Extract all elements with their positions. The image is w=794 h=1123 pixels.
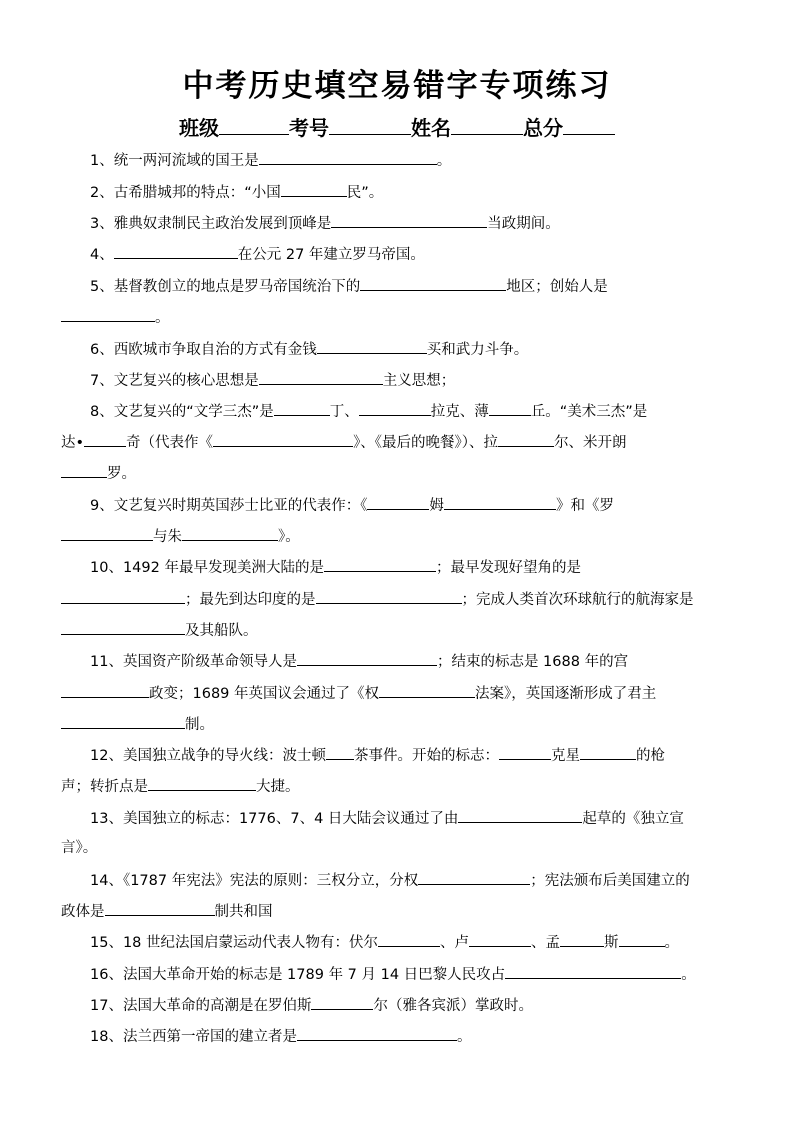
q13-blank[interactable] — [458, 806, 582, 823]
q15-text-3: 、孟 — [531, 935, 561, 951]
question-10-cont-1 — [61, 587, 741, 609]
q9-text-end: 》。 — [278, 529, 300, 545]
q9-text-4: 与朱 — [153, 529, 182, 545]
question-6 — [90, 337, 740, 359]
question-11-cont-1 — [61, 681, 741, 703]
q14-blank-2[interactable] — [105, 899, 215, 916]
q2-blank[interactable] — [281, 180, 347, 197]
question-10 — [90, 555, 740, 577]
q14-text: 14、《1787 年宪法》宪法的原则：三权分立，分权 — [90, 873, 419, 889]
q10-text: 10、1492 年最早发现美洲大陆的是 — [90, 560, 324, 576]
q15-blank-1[interactable] — [378, 930, 440, 947]
q9-blank-2[interactable] — [444, 493, 556, 510]
q9-text-3: 》和《罗 — [555, 498, 614, 514]
question-4 — [90, 242, 740, 264]
q15-blank-4[interactable] — [619, 930, 665, 947]
q4-text-end: 在公元 27 年建立罗马帝国。 — [237, 247, 425, 263]
question-11-cont-2 — [61, 712, 741, 734]
question-7 — [90, 368, 740, 390]
q8-text-2: 丁、 — [329, 404, 359, 420]
q8-blank-6[interactable] — [498, 430, 554, 447]
question-5 — [90, 274, 740, 296]
q5-text-2: 地区；创始人是 — [506, 279, 608, 295]
number-label: 考号 — [289, 116, 329, 140]
question-8-cont-1 — [61, 430, 741, 452]
q8-text-8: 尔、米开朗 — [554, 435, 627, 451]
q2-text-end: 民”。 — [346, 185, 384, 201]
q5-text: 5、基督教创立的地点是罗马帝国统治下的 — [90, 279, 361, 295]
q10-text-3: ；最先到达印度的是 — [185, 592, 316, 608]
question-16 — [90, 962, 740, 984]
question-14 — [90, 868, 740, 890]
question-15 — [90, 930, 740, 952]
q11-text-4: 法案》，英国逐渐形成了君主 — [475, 686, 657, 702]
q8-text-5: 达• — [61, 435, 85, 451]
q12-text: 12、美国独立战争的导火线：波士顿 — [90, 748, 326, 764]
question-12-cont — [61, 774, 741, 796]
q11-text-3: 政变；1689 年英国议会通过了《权 — [149, 686, 380, 702]
q11-blank-2[interactable] — [61, 681, 149, 698]
class-label: 班级 — [179, 116, 219, 140]
q12-blank-4[interactable] — [148, 774, 256, 791]
q12-blank-2[interactable] — [499, 743, 551, 760]
q4-text: 4、 — [90, 247, 114, 263]
q10-text-4: ；完成人类首次环球航行的航海家是 — [461, 592, 694, 608]
q10-blank-4[interactable] — [61, 618, 185, 635]
q12-text-5: 声；转折点是 — [61, 779, 148, 795]
question-12 — [90, 743, 740, 765]
question-9-cont — [61, 524, 741, 546]
question-3 — [90, 211, 740, 233]
q7-blank[interactable] — [259, 368, 383, 385]
q14-text-end: 制共和国 — [214, 904, 273, 920]
q16-text-end: 。 — [681, 967, 696, 983]
q10-text-end: 及其船队。 — [185, 623, 258, 639]
q10-blank-1[interactable] — [324, 555, 436, 572]
q14-blank-1[interactable] — [418, 868, 530, 885]
q8-text-7: 》、《最后的晚餐》）、拉 — [353, 435, 499, 451]
q6-text: 6、西欧城市争取自治的方式有金钱 — [90, 342, 317, 358]
score-label: 总分 — [523, 116, 563, 140]
q9-blank-4[interactable] — [182, 524, 278, 541]
q3-text-end: 当政期间。 — [487, 216, 560, 232]
q8-text-3: 拉克、薄 — [430, 404, 489, 420]
q3-blank[interactable] — [331, 211, 487, 228]
q7-text-end: 主义思想； — [382, 373, 456, 389]
question-8 — [90, 399, 740, 421]
question-9 — [90, 493, 740, 515]
question-10-cont-2 — [61, 618, 741, 640]
q10-blank-3[interactable] — [316, 587, 462, 604]
number-blank[interactable] — [329, 114, 411, 135]
q16-text: 16、法国大革命开始的标志是 1789 年 7 月 14 日巴黎人民攻占 — [90, 967, 506, 983]
q12-text-2: 茶事件。开始的标志： — [353, 748, 499, 764]
q11-blank-1[interactable] — [297, 649, 437, 666]
question-13-cont — [61, 837, 741, 859]
q12-blank-1[interactable] — [326, 743, 354, 760]
q13-text-end: 言》。 — [61, 840, 98, 856]
q13-text: 13、美国独立的标志：1776、7、4 日大陆会议通过了由 — [90, 811, 459, 827]
q4-blank[interactable] — [114, 242, 238, 259]
q8-text-end: 罗。 — [107, 466, 136, 482]
q9-text-2: 姆 — [429, 498, 444, 514]
score-blank[interactable] — [563, 114, 615, 135]
q8-text-4: 丘。“美术三杰”是 — [530, 404, 648, 420]
q12-text-4: 的枪 — [635, 748, 665, 764]
q8-blank-5[interactable] — [213, 430, 353, 447]
q14-text-3: 政体是 — [61, 904, 105, 920]
q6-text-end: 买和武力斗争。 — [426, 342, 529, 358]
q8-text-6: 奇（代表作《 — [126, 435, 214, 451]
question-13 — [90, 806, 740, 828]
q3-text: 3、雅典奴隶制民主政治发展到顶峰是 — [90, 216, 332, 232]
q15-text: 15、18 世纪法国启蒙运动代表人物有：伏尔 — [90, 935, 379, 951]
question-8-cont-2 — [61, 461, 741, 483]
q1-text-end: 。 — [436, 153, 452, 169]
question-5-cont — [61, 305, 741, 327]
q10-text-2: ；最早发现好望角的是 — [435, 560, 581, 576]
q18-text: 18、法兰西第一帝国的建立者是 — [90, 1029, 297, 1045]
q18-blank[interactable] — [297, 1024, 457, 1041]
q9-text: 9、文艺复兴时期英国莎士比亚的代表作：《 — [90, 498, 368, 514]
question-11 — [90, 649, 740, 671]
q1-text: 1、统一两河流域的国王是 — [90, 153, 259, 169]
page-title: 中考历史填空易错字专项练习 — [182, 68, 612, 104]
q8-blank-7[interactable] — [61, 461, 107, 478]
name-label: 姓名 — [411, 116, 451, 140]
q16-blank[interactable] — [505, 962, 681, 979]
q11-blank-4[interactable] — [61, 712, 185, 729]
question-18 — [90, 1024, 740, 1046]
question-14-cont — [61, 899, 741, 921]
q5-text-end: 。 — [155, 310, 170, 326]
q11-text: 11、英国资产阶级革命领导人是 — [90, 654, 297, 670]
q15-blank-2[interactable] — [469, 930, 531, 947]
q15-text-end: 。 — [664, 935, 680, 951]
q17-blank[interactable] — [311, 993, 373, 1010]
q9-blank-3[interactable] — [61, 524, 153, 541]
q15-text-4: 斯 — [604, 935, 619, 951]
q5-blank-1[interactable] — [360, 274, 506, 291]
question-2 — [90, 180, 740, 202]
question-1 — [90, 148, 740, 170]
q5-blank-2[interactable] — [61, 305, 155, 322]
q17-text-end: 尔（雅各宾派）掌政时。 — [373, 998, 533, 1014]
q12-text-3: 克星 — [550, 748, 580, 764]
q1-blank[interactable] — [259, 148, 437, 165]
question-17 — [90, 993, 740, 1015]
q14-text-2: ；宪法颁布后美国建立的 — [530, 873, 690, 889]
q11-text-end: 制。 — [185, 717, 214, 733]
q8-blank-4[interactable] — [84, 430, 126, 447]
q17-text: 17、法国大革命的高潮是在罗伯斯 — [90, 998, 312, 1014]
q9-blank-1[interactable] — [367, 493, 429, 510]
q12-text-end: 大捷。 — [256, 779, 300, 795]
q8-blank-1[interactable] — [274, 399, 330, 416]
q7-text: 7、文艺复兴的核心思想是 — [90, 373, 259, 389]
q10-blank-2[interactable] — [61, 587, 185, 604]
q18-text-end: 。 — [456, 1029, 472, 1045]
q8-blank-3[interactable] — [489, 399, 531, 416]
q11-blank-3[interactable] — [379, 681, 475, 698]
name-blank[interactable] — [451, 114, 523, 135]
q13-text-2: 起草的《独立宣 — [582, 811, 684, 827]
student-info-row — [0, 112, 794, 141]
q2-text: 2、古希腊城邦的特点：“小国 — [90, 185, 281, 201]
q15-blank-3[interactable] — [560, 930, 604, 947]
q11-text-2: ；结束的标志是 1688 年的宫 — [436, 654, 629, 670]
q12-blank-3[interactable] — [580, 743, 636, 760]
class-blank[interactable] — [219, 114, 289, 135]
q6-blank[interactable] — [317, 337, 427, 354]
q8-text: 8、文艺复兴的“文学三杰”是 — [90, 404, 274, 420]
q15-text-2: 、卢 — [440, 935, 470, 951]
q8-blank-2[interactable] — [359, 399, 431, 416]
